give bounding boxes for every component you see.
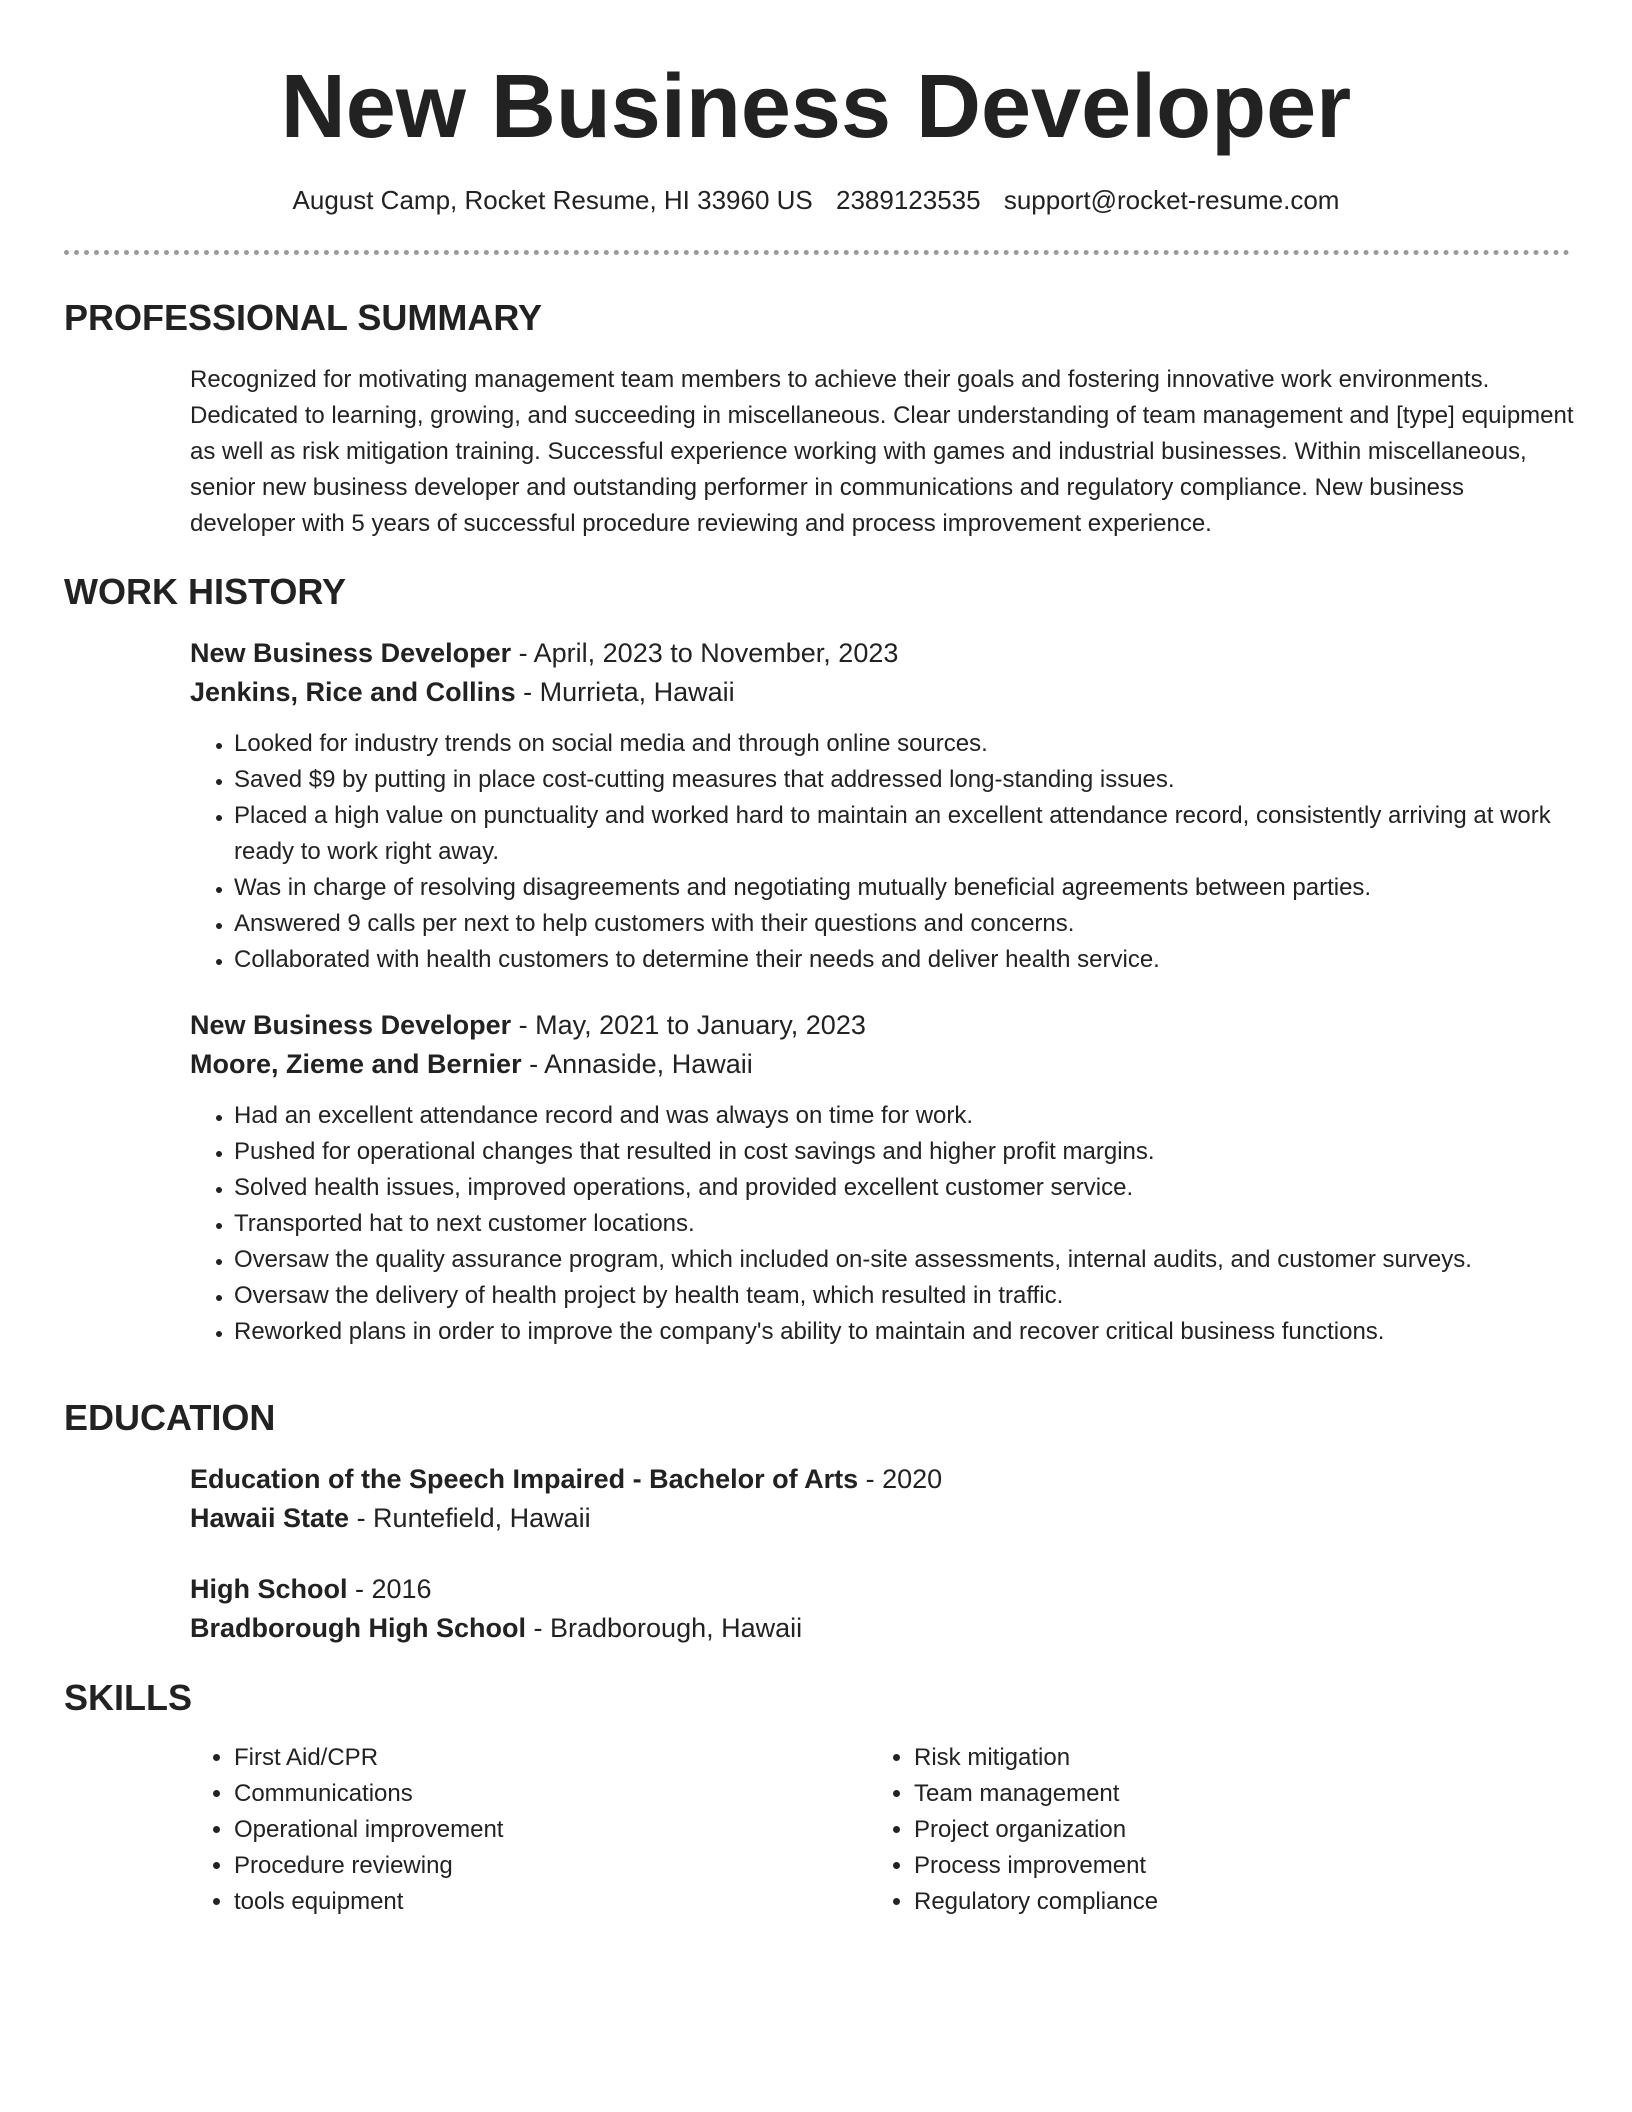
education-entry: [190, 1570, 1570, 1648]
job-bullet: • Oversaw the quality assurance program, which included on-site assessments, internal audits, and customer surveys.: [234, 1242, 1570, 1278]
education-heading: EDUCATION: [64, 1397, 276, 1438]
skill-item: • Process improvement: [914, 1848, 1550, 1884]
education-school-line: [190, 1609, 1570, 1648]
job-bullet: • Answered 9 calls per next to help customers with their questions and concerns.: [234, 906, 1570, 942]
job-bullet: • Looked for industry trends on social media and through online sources.: [234, 726, 1570, 762]
summary-text: Recognized for motivating management team members to achieve their goals and fostering innovative work environments. Dedicated to learning, growing, and succeeding in miscellaneous. Clear understanding of team management and [type] equipment as well as risk mitigation training. Successful experience working with games and industrial businesses. Within miscellaneous, senior new business developer and outstanding performer in communications and regulatory compliance. New business developer with 5 years of successful procedure reviewing and process improvement experience.: [190, 365, 1574, 537]
job-entry: [190, 634, 1570, 978]
job-bullets: [190, 1098, 1570, 1350]
job-location: - Murrieta, Hawaii: [515, 676, 735, 707]
job-bullets: [190, 726, 1570, 978]
work-history-section: [64, 572, 1570, 1350]
skills-section: [64, 1678, 1570, 1920]
skills-list: [190, 1740, 870, 1920]
job-company: Moore, Zieme and Bernier: [190, 1048, 522, 1079]
resume-header: [0, 0, 1632, 216]
job-bullet: • Collaborated with health customers to determine their needs and deliver health service.: [234, 942, 1570, 978]
header-divider: [64, 250, 1570, 255]
job-title-line: [190, 634, 1570, 673]
skill-item: • Team management: [914, 1776, 1550, 1812]
skills-columns: [190, 1740, 1570, 1920]
education-degree: Education of the Speech Impaired - Bachelor of Arts: [190, 1463, 859, 1494]
job-bullet: • Solved health issues, improved operations, and provided excellent customer service.: [234, 1170, 1570, 1206]
summary-heading: PROFESSIONAL SUMMARY: [64, 297, 543, 338]
job-location: - Annaside, Hawaii: [521, 1048, 753, 1079]
skills-heading: SKILLS: [64, 1677, 193, 1718]
education-location: - Bradborough, Hawaii: [525, 1612, 803, 1643]
job-dates: - April, 2023 to November, 2023: [511, 637, 899, 668]
skill-item: • Procedure reviewing: [234, 1848, 870, 1884]
job-bullet: • Transported hat to next customer locations.: [234, 1206, 1570, 1242]
summary-section: [64, 297, 1574, 542]
skill-item: • First Aid/CPR: [234, 1740, 870, 1776]
skill-item: • tools equipment: [234, 1884, 870, 1920]
job-bullet: • Had an excellent attendance record and was always on time for work.: [234, 1098, 1570, 1134]
contact-line: [0, 185, 1632, 216]
work-history-heading: WORK HISTORY: [64, 571, 347, 612]
contact-address: August Camp, Rocket Resume, HI 33960 US: [292, 185, 813, 215]
job-bullet: • Pushed for operational changes that resulted in cost savings and higher profit margins.: [234, 1134, 1570, 1170]
job-bullet: • Saved $9 by putting in place cost-cutting measures that addressed long-standing issues.: [234, 762, 1570, 798]
education-school-line: [190, 1499, 1570, 1538]
skill-item: • Project organization: [914, 1812, 1550, 1848]
job-company-line: [190, 1045, 1570, 1084]
job-entry: [190, 1006, 1570, 1350]
skill-item: • Regulatory compliance: [914, 1884, 1550, 1920]
skill-item: • Operational improvement: [234, 1812, 870, 1848]
education-school: Bradborough High School: [190, 1612, 526, 1643]
contact-phone: 2389123535: [836, 185, 981, 215]
job-role: New Business Developer: [190, 1009, 512, 1040]
candidate-name: New Business Developer: [280, 57, 1352, 157]
education-location: - Runtefield, Hawaii: [349, 1502, 591, 1533]
education-section: [64, 1398, 1570, 1648]
education-entry: [190, 1460, 1570, 1538]
education-degree-line: [190, 1570, 1570, 1609]
job-company: Jenkins, Rice and Collins: [190, 676, 516, 707]
job-bullet: • Was in charge of resolving disagreements and negotiating mutually beneficial agreements between parties.: [234, 870, 1570, 906]
skills-column-left: [190, 1740, 870, 1920]
skill-item: • Risk mitigation: [914, 1740, 1550, 1776]
education-degree: High School: [190, 1573, 348, 1604]
education-degree-line: [190, 1460, 1570, 1499]
job-bullet: • Placed a high value on punctuality and worked hard to maintain an excellent attendance record, consistently arriving at work ready to work right away.: [234, 798, 1570, 870]
job-bullet: • Reworked plans in order to improve the company's ability to maintain and recover critical business functions.: [234, 1314, 1570, 1350]
education-year: - 2020: [858, 1463, 943, 1494]
job-company-line: [190, 673, 1570, 712]
job-bullet: • Oversaw the delivery of health project by health team, which resulted in traffic.: [234, 1278, 1570, 1314]
skill-item: • Communications: [234, 1776, 870, 1812]
contact-email: support@rocket-resume.com: [1003, 185, 1340, 215]
skills-column-right: [870, 1740, 1550, 1920]
job-role: New Business Developer: [190, 637, 512, 668]
job-title-line: [190, 1006, 1570, 1045]
skills-list: [870, 1740, 1550, 1920]
job-dates: - May, 2021 to January, 2023: [511, 1009, 866, 1040]
education-school: Hawaii State: [190, 1502, 350, 1533]
education-year: - 2016: [347, 1573, 432, 1604]
